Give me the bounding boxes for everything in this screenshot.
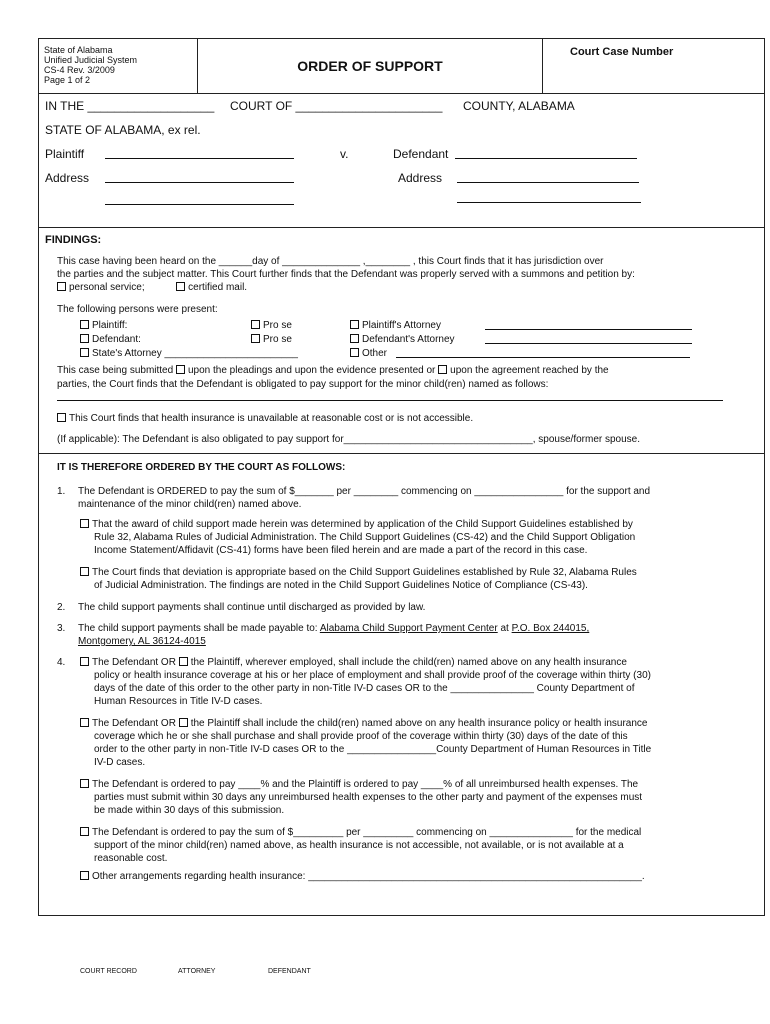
county-label: COUNTY, ALABAMA: [463, 99, 575, 113]
defendants-attorney-field[interactable]: [485, 333, 692, 344]
hearing-date-line[interactable]: This case having been heard on the ______day of ______________ ,________ , this Court finds that it has jurisdiction over: [57, 256, 604, 267]
findings-heading: FINDINGS:: [45, 234, 102, 246]
item4e-line: [80, 871, 645, 883]
states-attorney-label: State's Attorney ________________________: [92, 348, 298, 359]
item4a-defendant-checkbox[interactable]: [80, 657, 89, 666]
page-number: Page 1 of 2: [44, 75, 91, 85]
other-arrangements-label[interactable]: Other arrangements regarding health insurance: ____________________________________________________________.: [92, 871, 645, 882]
plaintiff-pro-se: [251, 320, 292, 332]
certified-mail-checkbox[interactable]: [176, 282, 185, 291]
versus-label: v.: [340, 147, 349, 161]
plaintiff-address-field-1[interactable]: [105, 172, 294, 183]
plaintiff-address-field-2[interactable]: [105, 194, 294, 205]
item1a-line3: Income Statement/Affidavit (CS-41) forms have been filed herein and are made a part of the record in this case.: [94, 545, 588, 556]
spouse-support-line[interactable]: (If applicable): The Defendant is also obligated to pay support for__________________________________, spouse/former spouse.: [57, 434, 641, 445]
defendant-label: Defendant: [393, 147, 449, 161]
defendant-present-label: Defendant:: [92, 334, 141, 345]
item4a-line3[interactable]: days of the date of this order to the other party in non-Title IV-D cases OR to the _______________ County Department of: [94, 683, 635, 694]
order-heading: IT IS THEREFORE ORDERED BY THE COURT AS FOLLOWS:: [57, 462, 346, 473]
item4a-line2: policy or health insurance coverage at his or her place of employment and shall provide proof of the coverage within thirty (30): [94, 670, 651, 681]
plaintiff-name-field[interactable]: [105, 148, 294, 159]
plaintiff-present-label: Plaintiff:: [92, 320, 128, 331]
item4c-line1: [80, 779, 638, 791]
item1a-line1: [80, 519, 633, 531]
plaintiff-pro-se-checkbox[interactable]: [251, 320, 260, 329]
present-intro: The following persons were present:: [57, 304, 218, 315]
court-county-field[interactable]: COURT OF ______________________: [230, 99, 443, 113]
defendant-pro-se-checkbox[interactable]: [251, 334, 260, 343]
insurance-unavailable: [57, 413, 473, 425]
medical-support-label[interactable]: The Defendant is ordered to pay the sum of $_________ per _________ commencing on _______________ for the medical: [92, 827, 642, 838]
present-states-attorney: [80, 348, 298, 360]
state-ex-rel: STATE OF ALABAMA, ex rel.: [45, 123, 201, 137]
item4a-line1: [80, 657, 627, 669]
plaintiff-present-checkbox[interactable]: [80, 320, 89, 329]
footer-attorney: ATTORNEY: [178, 968, 216, 975]
children-names-field[interactable]: [57, 390, 723, 401]
insurance-unavailable-label: This Court finds that health insurance is unavailable at reasonable cost or is not accessible.: [69, 413, 474, 424]
item4c-line2: parties must submit within 30 days any unreimbursed health expenses to the other party and payment of the expenses must: [94, 792, 643, 803]
payment-center-city: Montgomery, AL 36124-4015: [78, 636, 206, 647]
defendants-attorney-checkbox[interactable]: [350, 334, 359, 343]
plaintiffs-attorney-label: Plaintiff's Attorney: [362, 320, 441, 331]
footer-court-record: COURT RECORD: [80, 968, 137, 975]
item4d-line1: [80, 827, 641, 839]
defendant-address-label: Address: [398, 171, 443, 185]
header-rule: [38, 93, 765, 94]
court-level[interactable]: IN THE ___________________: [45, 99, 215, 113]
item4-number: 4.: [57, 657, 66, 668]
state-name: State of Alabama: [44, 45, 113, 55]
certified-mail-label: certified mail.: [188, 282, 248, 293]
defendant-name-field[interactable]: [455, 148, 637, 159]
plaintiff-label: Plaintiff: [45, 147, 85, 161]
payment-center-name: Alabama Child Support Payment Center: [319, 623, 498, 634]
item1b-line1: [80, 567, 637, 579]
caption-rule: [38, 227, 765, 228]
item1a-line2: Rule 32, Alabama Rules of Judicial Administration. The Child Support Guidelines (CS-42) and the Child Support Obligation: [94, 532, 636, 543]
plaintiff-address-label: Address: [45, 171, 90, 185]
other-present: [350, 348, 387, 360]
service-options: [57, 282, 247, 294]
case-number-label: Court Case Number: [570, 46, 674, 58]
present-defendant: [80, 334, 141, 346]
submitted-label: This case being submitted: [57, 365, 174, 376]
submission-line: [57, 365, 609, 377]
form-title: ORDER OF SUPPORT: [297, 58, 443, 74]
item4a-line4: Human Resources in Title IV-D cases.: [94, 696, 263, 707]
item4a-defendant-label: The Defendant OR: [92, 657, 176, 668]
personal-service-checkbox[interactable]: [57, 282, 66, 291]
item4b-line2: coverage which he or she shall purchase and shall provide proof of the coverage within thirty (30) days of the date of this: [94, 731, 628, 742]
personal-service-label: personal service;: [69, 282, 145, 293]
defendants-attorney: [350, 334, 455, 346]
system-name: Unified Judicial System: [44, 55, 138, 65]
service-line: the parties and the subject matter. This Court further finds that the Defendant was properly served with a summons and petition by:: [57, 269, 635, 280]
case-number-field[interactable]: [545, 62, 763, 92]
item1-line2: maintenance of the minor child(ren) named above.: [78, 499, 302, 510]
payment-center-box: P.O. Box 244015,: [511, 623, 590, 634]
other-present-checkbox[interactable]: [350, 348, 359, 357]
other-present-label: Other: [362, 348, 388, 359]
defendant-address-field-2[interactable]: [457, 192, 641, 203]
item2-number: 2.: [57, 602, 66, 613]
agreement-label: upon the agreement reached by the: [450, 365, 609, 376]
guidelines-applied-label: That the award of child support made herein was determined by application of the Child Support Guidelines established by: [92, 519, 633, 530]
item1-line1[interactable]: The Defendant is ORDERED to pay the sum of $_______ per ________ commencing on ________________ for the support and: [78, 486, 651, 497]
defendants-attorney-label: Defendant's Attorney: [362, 334, 455, 345]
item4b-line4: IV-D cases.: [94, 757, 146, 768]
pleadings-evidence-checkbox[interactable]: [176, 365, 185, 374]
unreimbursed-expenses-label[interactable]: The Defendant is ordered to pay ____% and the Plaintiff is ordered to pay ____% of all unreimbursed health expenses. The: [92, 779, 639, 790]
pleadings-evidence-label: upon the pleadings and upon the evidence presented or: [187, 365, 436, 376]
item4a-plaintiff-label: the Plaintiff, wherever employed, shall include the child(ren) named above on any health insurance: [190, 657, 627, 668]
plaintiffs-attorney-checkbox[interactable]: [350, 320, 359, 329]
item4b-line1: [80, 718, 647, 730]
other-arrangements-checkbox[interactable]: [80, 871, 89, 880]
item4a-plaintiff-checkbox[interactable]: [179, 657, 188, 666]
defendant-present-checkbox[interactable]: [80, 334, 89, 343]
plaintiffs-attorney-field[interactable]: [485, 319, 692, 330]
item2-text: The child support payments shall continue until discharged as provided by law.: [78, 602, 426, 613]
defendant-address-field-1[interactable]: [457, 172, 639, 183]
unreimbursed-expenses-checkbox[interactable]: [80, 779, 89, 788]
form-revision: CS-4 Rev. 3/2009: [44, 65, 115, 75]
item4b-plaintiff-checkbox[interactable]: [179, 718, 188, 727]
item4d-line2: support of the minor child(ren) named above, as health insurance is not accessible, not available, or is not available at a: [94, 840, 624, 851]
item3-at: at: [500, 623, 509, 634]
item4b-plaintiff-label: the Plaintiff shall include the child(ren) named above on any health insurance policy or health insurance: [190, 718, 648, 729]
defendant-pro-se-label: Pro se: [263, 334, 292, 345]
item4c-line3: be made within 30 days of this submission.: [94, 805, 285, 816]
present-plaintiff: [80, 320, 127, 332]
plaintiff-pro-se-label: Pro se: [263, 320, 292, 331]
medical-support-checkbox[interactable]: [80, 827, 89, 836]
findings-rule: [38, 453, 765, 454]
guidelines-applied-checkbox[interactable]: [80, 519, 89, 528]
item1-number: 1.: [57, 486, 66, 497]
item4b-defendant-label: The Defendant OR: [92, 718, 176, 729]
plaintiffs-attorney: [350, 320, 441, 332]
item3-number: 3.: [57, 623, 66, 634]
header-divider-right: [542, 38, 543, 93]
item3-intro: The child support payments shall be made payable to:: [78, 623, 318, 634]
insurance-unavailable-checkbox[interactable]: [57, 413, 66, 422]
deviation-label: The Court finds that deviation is appropriate based on the Child Support Guidelines established by Rule 32, Alabama Rules: [92, 567, 637, 578]
other-present-field[interactable]: [396, 347, 690, 358]
form-info: [44, 45, 194, 85]
deviation-checkbox[interactable]: [80, 567, 89, 576]
item1b-line2: of Judicial Administration. The findings are noted in the Child Support Guidelines Notice of Compliance (CS-43).: [94, 580, 588, 591]
item4b-defendant-checkbox[interactable]: [80, 718, 89, 727]
item4b-line3[interactable]: order to the other party in non-Title IV-D cases OR to the ________________County Department of Human Resources in Title: [94, 744, 652, 755]
obligation-line: parties, the Court finds that the Defendant is obligated to pay support for the minor child(ren) named as follows:: [57, 379, 549, 390]
agreement-checkbox[interactable]: [438, 365, 447, 374]
item4d-line3: reasonable cost.: [94, 853, 168, 864]
states-attorney-checkbox[interactable]: [80, 348, 89, 357]
footer-defendant: DEFENDANT: [268, 968, 311, 975]
defendant-pro-se: [251, 334, 292, 346]
item3-line1: [78, 623, 589, 635]
